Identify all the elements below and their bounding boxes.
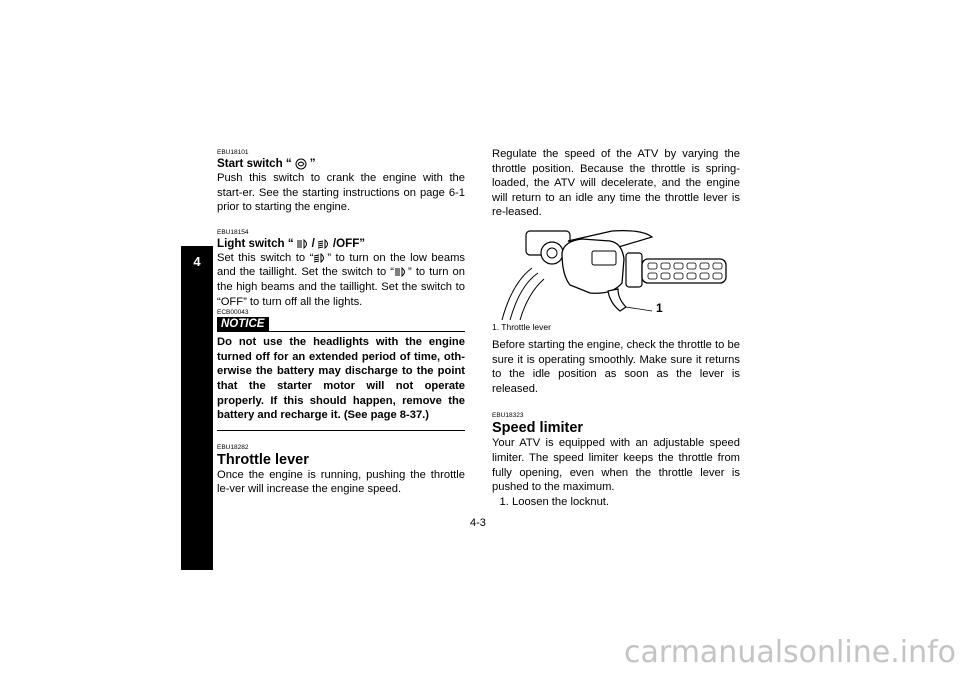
figure-caption: 1. Throttle lever (492, 321, 551, 332)
right-column (492, 147, 740, 509)
start-switch-heading: Start switch “ ” (217, 157, 316, 170)
light-switch-text: Set this switch to “ ” to turn on the low beams and the taillight. Set the switch to “ ” to turn on the high beams and the taillight. Set the switch to “OFF” to turn off all the lights. (217, 251, 465, 308)
chapter-tab (181, 246, 213, 570)
left-column (217, 149, 465, 497)
list-item: 1. Loosen the locknut. (512, 495, 740, 510)
watermark: carmanualsonline.info (624, 635, 956, 670)
start-switch-icon (294, 158, 308, 170)
notice-badge: NOTICE (217, 317, 269, 332)
throttle-figure (492, 223, 740, 320)
start-switch-text: Push this switch to crank the engine with the start-er. See the starting instructions on page 6-1 prior to starting the engine. (217, 172, 465, 214)
section-code: EBU18323 (492, 412, 524, 420)
low-beam-icon (313, 253, 327, 263)
high-beam-icon (394, 267, 408, 277)
speed-limiter-text: Your ATV is equipped with an adjustable speed limiter. The speed limiter keeps the throttle from fully opening, even when the throttle lever is pushed to the maximum. (492, 437, 740, 494)
throttle-intro-text: Regulate the speed of the ATV by varying the throttle position. Because the throttle is spring-loaded, the ATV will decelerate, and the engine will return to an idle any time the throttle lever is re-leased. (492, 148, 740, 219)
throttle-lever-heading: Throttle lever (217, 451, 309, 468)
notice-text: Do not use the headlights with the engine turned off for an extended period of time, oth-erwise the battery may discharge to the point that the starter motor will not operate properly. If this should happen, remove the battery and recharge it. (See page 8-37.) (217, 336, 465, 422)
notice-header (217, 317, 465, 332)
throttle-lever-illustration (492, 223, 740, 320)
figure-callout: 1 (656, 300, 663, 315)
section-code: EBU18154 (217, 228, 249, 236)
speed-limiter-heading: Speed limiter (492, 420, 584, 437)
chapter-number: 4 (193, 254, 201, 269)
throttle-lever-text: Once the engine is running, pushing the throttle le-ver will increase the engine speed. (217, 468, 465, 496)
section-code: EBU18101 (217, 149, 249, 156)
low-beam-icon (317, 239, 331, 249)
section-code: EBU18282 (217, 443, 249, 451)
high-beam-icon (296, 239, 310, 249)
speed-limiter-steps (492, 495, 740, 510)
throttle-check-text: Before starting the engine, check the throttle to be sure it is operating smoothly. Make sure it returns to the idle position as soon as the lever is released. (492, 338, 740, 395)
notice-rule (269, 331, 465, 332)
page-number: 4-3 (470, 517, 486, 529)
notice-code: ECB00043 (217, 309, 249, 317)
light-switch-heading: Light switch “ / /OFF” (217, 236, 366, 250)
